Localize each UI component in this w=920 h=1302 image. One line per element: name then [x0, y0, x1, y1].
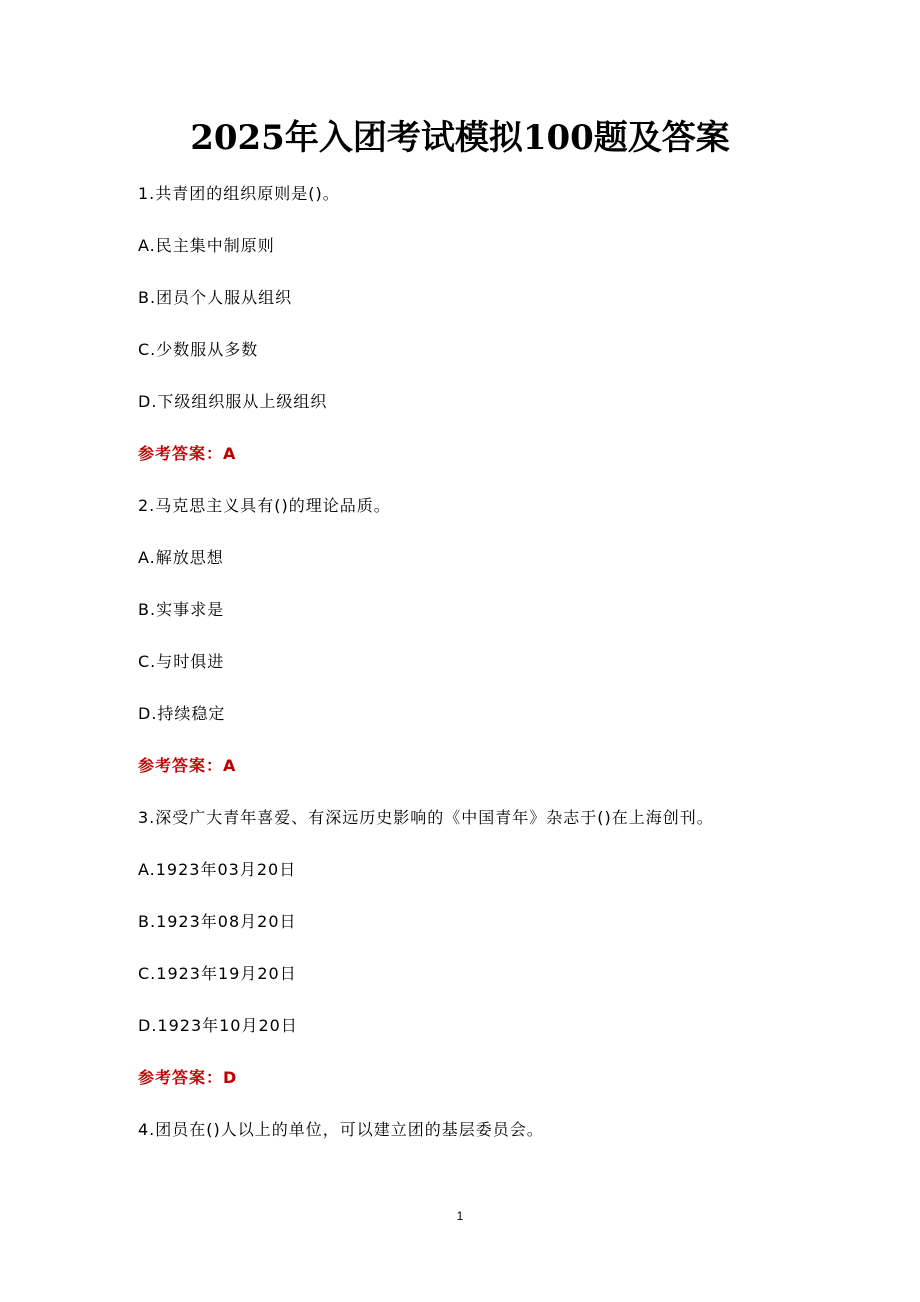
- question-2-option-d: D.持续稳定: [138, 704, 226, 723]
- question-2-text: 2.马克思主义具有()的理论品质。: [138, 496, 391, 515]
- question-3-text: 3.深受广大青年喜爱、有深远历史影响的《中国青年》杂志于()在上海创刊。: [138, 808, 714, 827]
- answer-label: 参考答案：: [138, 1068, 224, 1087]
- answer-label: 参考答案：: [138, 756, 224, 775]
- question-3-option-b: B.1923年08月20日: [138, 912, 297, 931]
- answer-value: A: [223, 756, 237, 775]
- question-2-option-c: C.与时俱进: [138, 652, 225, 671]
- question-1-option-c: C.少数服从多数: [138, 340, 259, 359]
- question-1-option-b: B.团员个人服从组织: [138, 288, 293, 307]
- question-1-answer: [138, 442, 236, 466]
- question-4-text: 4.团员在()人以上的单位，可以建立团的基层委员会。: [138, 1120, 544, 1139]
- answer-value: D: [223, 1068, 238, 1087]
- question-3-answer: [138, 1066, 237, 1090]
- question-2-option-b: B.实事求是: [138, 600, 225, 619]
- answer-value: A: [223, 444, 237, 463]
- question-2-option-a: A.解放思想: [138, 548, 224, 567]
- document-title: 2025年入团考试模拟100题及答案: [190, 118, 730, 158]
- question-3-option-c: C.1923年19月20日: [138, 964, 297, 983]
- question-3-option-a: A.1923年03月20日: [138, 860, 297, 879]
- question-2-answer: [138, 754, 236, 778]
- page-number: 1: [456, 1209, 464, 1223]
- question-3-option-d: D.1923年10月20日: [138, 1016, 298, 1035]
- question-1-text: 1.共青团的组织原则是()。: [138, 184, 340, 203]
- question-1-option-d: D.下级组织服从上级组织: [138, 392, 328, 411]
- answer-label: 参考答案：: [138, 444, 224, 463]
- question-1-option-a: A.民主集中制原则: [138, 236, 275, 255]
